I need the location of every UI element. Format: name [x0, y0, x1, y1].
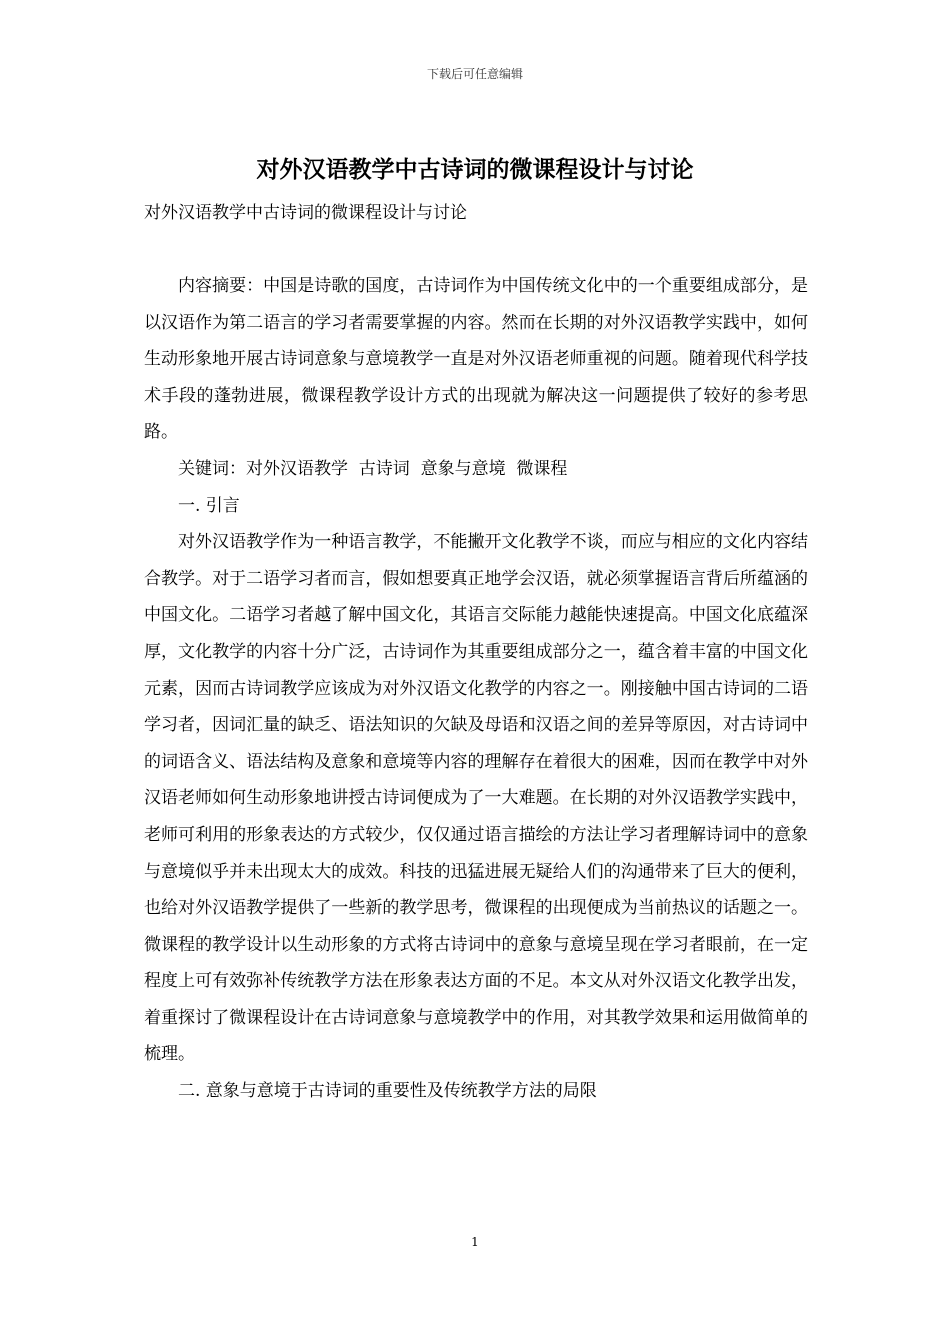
abstract-paragraph: 内容摘要：中国是诗歌的国度，古诗词作为中国传统文化中的一个重要组成部分，是以汉语作为第二语言的学习者需要掌握的内容。然而在长期的对外汉语教学实践中，如何生动形象地开展古诗词意象与意境教学一直是对外汉语老师重视的问题。随着现代科学技术手段的蓬勃进展，微课程教学设计方式的出现就为解决这一问题提供了较好的参考思路。	[144, 276, 808, 443]
section-heading-introduction: 一. 引言	[178, 495, 240, 516]
document-title: 对外汉语教学中古诗词的微课程设计与讨论	[256, 156, 694, 183]
keywords-line: 关键词：对外汉语教学 古诗词 意象与意境 微课程	[178, 458, 568, 479]
section-heading-imagery: 二. 意象与意境于古诗词的重要性及传统教学方法的局限	[178, 1081, 597, 1102]
document-body	[144, 268, 808, 1110]
introduction-paragraph: 对外汉语教学作为一种语言教学，不能撇开文化教学不谈，而应与相应的文化内容结合教学。对于二语学习者而言，假如想要真正地学会汉语，就必须掌握语言背后所蕴涵的中国文化。二语学习者越了解中国文化，其语言交际能力越能快速提高。中国文化底蕴深厚，文化教学的内容十分广泛，古诗词作为其重要组成部分之一，蕴含着丰富的中国文化元素，因而古诗词教学应该成为对外汉语文化教学的内容之一。刚接触中国古诗词的二语学习者，因词汇量的缺乏、语法知识的欠缺及母语和汉语之间的差异等原因，对古诗词中的词语含义、语法结构及意象和意境等内容的理解存在着很大的困难，因而在教学中对外汉语老师如何生动形象地讲授古诗词便成为了一大难题。在长期的对外汉语教学实践中，老师可利用的形象表达的方式较少，仅仅通过语言描绘的方法让学习者理解诗词中的意象与意境似乎并未出现太大的成效。科技的迅猛进展无疑给人们的沟通带来了巨大的便利，也给对外汉语教学提供了一些新的教学思考，微课程的出现便成为当前热议的话题之一。微课程的教学设计以生动形象的方式将古诗词中的意象与意境呈现在学习者眼前，在一定程度上可有效弥补传统教学方法在形象表达方面的不足。本文从对外汉语文化教学出发，着重探讨了微课程设计在古诗词意象与意境教学中的作用，对其教学效果和运用做简单的梳理。	[144, 532, 808, 1065]
page-header-note: 下载后可任意编辑	[426, 67, 523, 81]
document-subtitle: 对外汉语教学中古诗词的微课程设计与讨论	[144, 203, 467, 223]
page-number: 1	[471, 1235, 479, 1249]
